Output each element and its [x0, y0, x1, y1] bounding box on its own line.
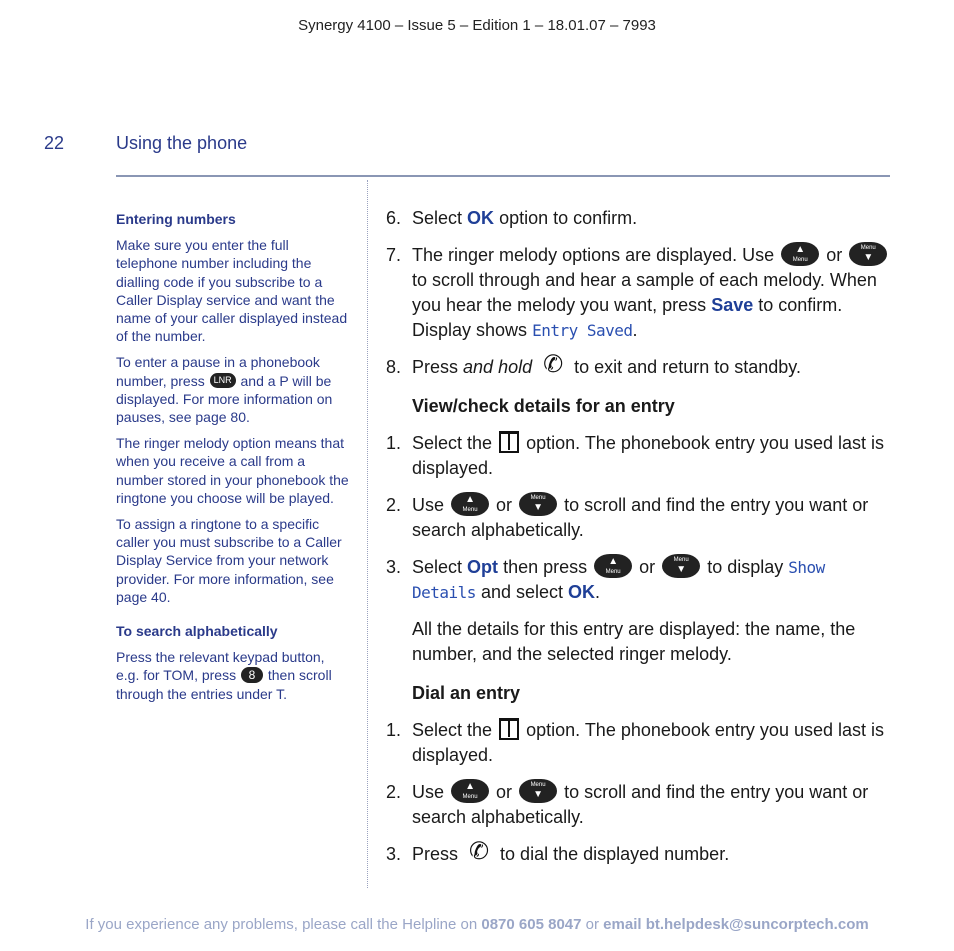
- step-text: or: [496, 495, 513, 515]
- dial-step-1: [386, 718, 890, 768]
- scroll-down-menu-key-icon: Menu ▼: [849, 242, 887, 266]
- sidebar-notes: [116, 210, 351, 711]
- step-text: to scroll through and hear a sample of each melody. When you hear the melody you want, press: [412, 270, 877, 315]
- dial-entry-heading: Dial an entry: [412, 683, 521, 703]
- step-text: Use: [412, 495, 445, 515]
- lcd-show-details: Show Details: [412, 558, 825, 602]
- assign-ringtone-note: To assign a ringtone to a specific caller you must subscribe to a Caller Display Service from your network provider. For more information, see page 40.: [116, 516, 342, 605]
- step-text: option. The phonebook entry you used last is displayed.: [412, 720, 885, 765]
- ok-softkey-label: OK: [467, 208, 495, 228]
- step-text: Press: [412, 357, 459, 377]
- pause-note-text-before: To enter a pause in a phonebook number, press: [116, 354, 320, 389]
- step-number: 1.: [386, 720, 402, 740]
- step-text: to display: [707, 557, 784, 577]
- step-number: 2.: [386, 495, 402, 515]
- step-number: 7.: [386, 245, 402, 265]
- step-number: 3.: [386, 844, 402, 864]
- search-text-before: Press the relevant keypad button, e.g. for TOM, press: [116, 649, 325, 684]
- helpline-footer: [0, 916, 954, 933]
- step-number: 1.: [386, 433, 402, 453]
- step-text: Press: [412, 844, 459, 864]
- step-text: to confirm. Display shows: [412, 295, 843, 340]
- pause-note: [116, 353, 351, 426]
- lnr-key-icon: LNR: [210, 373, 236, 388]
- step-text: Select the: [412, 720, 493, 740]
- main-instructions: [386, 206, 890, 879]
- key-8-icon: 8: [241, 667, 263, 683]
- and-hold-text: and hold: [463, 357, 533, 377]
- column-divider: [367, 180, 368, 888]
- scroll-up-menu-key-icon: ▲ Menu: [781, 242, 819, 266]
- step-text: to exit and return to standby.: [574, 357, 801, 377]
- pause-note-text-after: and a P will be displayed. For more information on pauses, see page 80.: [116, 372, 333, 426]
- footer-or: or: [585, 916, 599, 933]
- ok-softkey-label: OK: [568, 582, 596, 602]
- step-text: or: [496, 782, 513, 802]
- step-number: 8.: [386, 357, 402, 377]
- phonebook-icon: [499, 431, 519, 453]
- end-call-icon: ✆: [543, 351, 564, 379]
- step-text: Use: [412, 782, 445, 802]
- page-number: 22: [44, 133, 65, 153]
- step-number: 3.: [386, 557, 402, 577]
- step-text: option. The phonebook entry you used last is displayed.: [412, 433, 885, 478]
- step-number: 2.: [386, 782, 402, 802]
- view-step-3: 3. Select Opt then press ▲ Menu or Menu ▼ to display Show Details and select OK.: [386, 556, 825, 602]
- step-text: option to confirm.: [499, 208, 638, 228]
- step-7: 7. The ringer melody options are displayed. Use ▲ Menu or Menu ▼ to scroll through and hear a sample of each melody. When you hear the melody you want, press Save to confirm. Display shows Entry Saved.: [386, 243, 890, 343]
- footer-text: If you experience any problems, please call the Helpline on: [85, 916, 478, 933]
- step-text: to scroll and find the entry you want or search alphabetically.: [412, 495, 869, 540]
- helpline-phone: 0870 605 8047: [481, 916, 582, 933]
- view-step-2: [386, 493, 890, 543]
- scroll-up-menu-key-icon: ▲ Menu: [594, 554, 632, 578]
- step-text: to scroll and find the entry you want or search alphabetically.: [412, 782, 869, 827]
- search-text-after: then scroll through the entries under T.: [116, 667, 332, 702]
- dial-step-3: [386, 838, 890, 867]
- entering-numbers-text: Make sure you enter the full telephone number including the dialling code if you subscribe to a Caller Display service and want the name of your caller displayed instead of the number.: [116, 237, 348, 345]
- details-displayed-text: All the details for this entry are displayed: the name, the number, and the selected ringer melody.: [412, 619, 856, 664]
- opt-softkey-label: Opt: [467, 557, 499, 577]
- step-text: or: [826, 245, 843, 265]
- step-text: Select: [412, 208, 463, 228]
- entering-numbers-heading: Entering numbers: [116, 211, 236, 227]
- helpline-email: email bt.helpdesk@suncorptech.com: [603, 916, 869, 933]
- section-title: Using the phone: [116, 133, 248, 153]
- view-details-heading: View/check details for an entry: [412, 396, 675, 416]
- scroll-down-menu-key-icon: Menu ▼: [519, 779, 557, 803]
- search-alphabetically-heading: To search alphabetically: [116, 623, 278, 640]
- step-text: or: [639, 557, 656, 577]
- document-header-line: Synergy 4100 – Issue 5 – Edition 1 – 18.01.07 – 7993: [298, 17, 656, 34]
- scroll-up-menu-key-icon: ▲ Menu: [451, 492, 489, 516]
- dial-step-2: [386, 780, 890, 830]
- save-softkey-label: Save: [711, 295, 754, 315]
- lcd-entry-saved: Entry Saved: [532, 321, 633, 340]
- scroll-down-menu-key-icon: Menu ▼: [662, 554, 700, 578]
- phonebook-icon: [499, 718, 519, 740]
- step-text: The ringer melody options are displayed. Use: [412, 245, 775, 265]
- step-text: Select the: [412, 433, 493, 453]
- step-6: [386, 206, 890, 231]
- step-text: then press: [503, 557, 588, 577]
- search-alphabetically-text: [116, 648, 351, 703]
- scroll-down-menu-key-icon: Menu ▼: [519, 492, 557, 516]
- step-text: and select: [480, 582, 564, 602]
- top-rule: [116, 175, 890, 177]
- ringer-melody-note: The ringer melody option means that when you receive a call from a number stored in your phonebook the ringtone you choose will be played.: [116, 435, 349, 506]
- view-step-1: [386, 431, 890, 481]
- step-8: [386, 351, 890, 380]
- scroll-up-menu-key-icon: ▲ Menu: [451, 779, 489, 803]
- step-text: to dial the displayed number.: [500, 844, 730, 864]
- talk-phone-icon: ✆: [468, 838, 490, 866]
- step-number: 6.: [386, 208, 402, 228]
- step-text: Select: [412, 557, 463, 577]
